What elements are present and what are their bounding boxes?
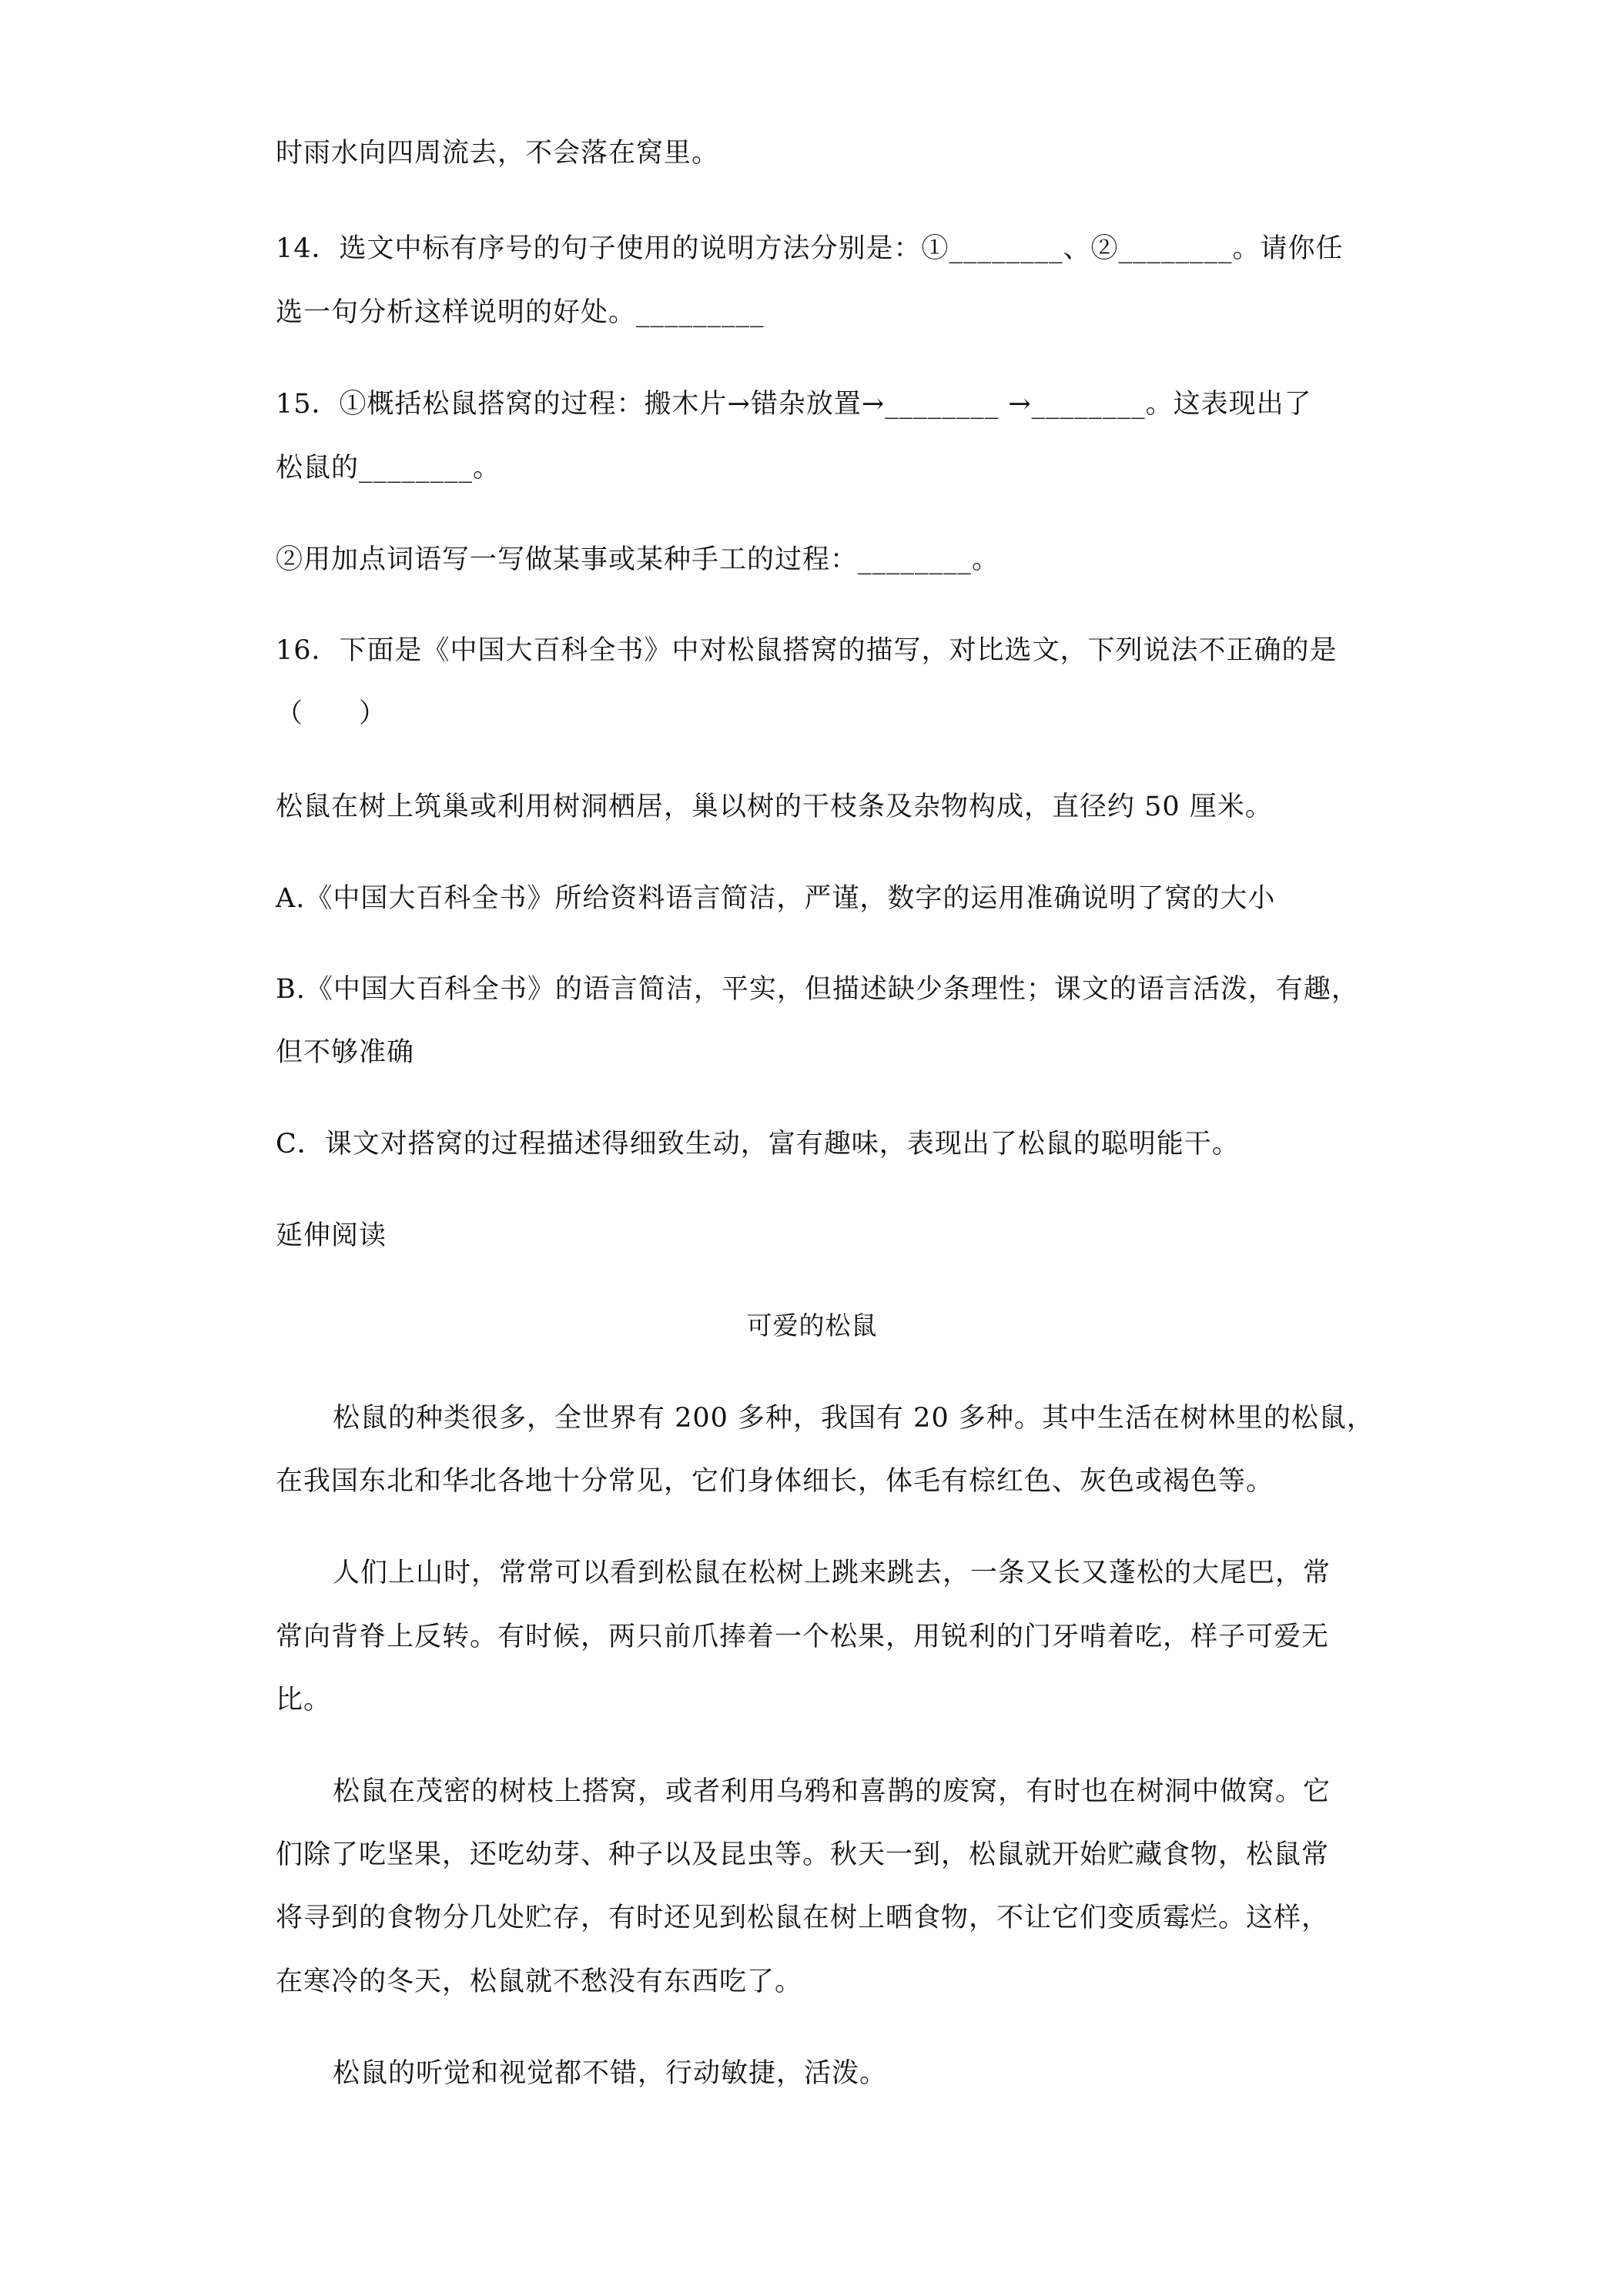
question-14-line-1: 14．选文中标有序号的句子使用的说明方法分别是：①________、②________。请你任 [276, 233, 1344, 264]
paragraph-line: 时雨水向四周流去，不会落在窝里。 [276, 138, 720, 169]
article-paragraph-2-line-3: 比。 [276, 1685, 332, 1715]
article-paragraph-3-line-2: 们除了吃坚果，还吃幼芽、种子以及昆虫等。秋天一到，松鼠就开始贮藏食物，松鼠常 [276, 1839, 1330, 1870]
article-paragraph-2-line-1: 人们上山时，常常可以看到松鼠在松树上跳来跳去，一条又长又蓬松的大尾巴，常 [333, 1558, 1331, 1588]
option-b-line-2: 但不够准确 [276, 1037, 415, 1068]
option-b-line-1: B.《中国大百科全书》的语言简洁，平实，但描述缺少条理性；课文的语言活泼，有趣， [276, 974, 1359, 1005]
article-paragraph-3-line-3: 将寻到的食物分几处贮存，有时还见到松鼠在树上晒食物，不让它们变质霉烂。这样， [276, 1903, 1330, 1933]
article-paragraph-1-line-1: 松鼠的种类很多，全世界有 200 多种，我国有 20 多种。其中生活在树林里的松鼠， [333, 1403, 1375, 1434]
article-paragraph-3-line-4: 在寒冷的冬天，松鼠就不愁没有东西吃了。 [276, 1966, 803, 1997]
option-c: C．课文对搭窝的过程描述得细致生动，富有趣味，表现出了松鼠的聪明能干。 [276, 1129, 1240, 1160]
article-title: 可爱的松鼠 [746, 1310, 878, 1340]
article-paragraph-4: 松鼠的听觉和视觉都不错，行动敏捷，活泼。 [333, 2058, 888, 2089]
encyclopedia-quote: 松鼠在树上筑巢或利用树洞栖居，巢以树的干枝条及杂物构成，直径约 50 厘米。 [276, 792, 1273, 822]
question-15-line-1: 15．①概括松鼠搭窝的过程：搬木片→错杂放置→________ →________。这表现出了 [276, 389, 1312, 420]
question-15-line-2: 松鼠的________。 [276, 453, 501, 484]
section-heading: 延伸阅读 [276, 1220, 387, 1251]
article-paragraph-1-line-2: 在我国东北和华北各地十分常见，它们身体细长，体毛有棕红色、灰色或褐色等。 [276, 1466, 1274, 1497]
question-15-part-2: ②用加点词语写一写做某事或某种手工的过程：________。 [276, 544, 1000, 575]
article-paragraph-3-line-1: 松鼠在茂密的树枝上搭窝，或者利用乌鸦和喜鹊的废窝，有时也在树洞中做窝。它 [333, 1776, 1331, 1807]
option-a: A.《中国大百科全书》所给资料语言简洁，严谨，数字的运用准确说明了窝的大小 [276, 883, 1276, 914]
question-16-line-1: 16．下面是《中国大百科全书》中对松鼠搭窝的描写，对比选文，下列说法不正确的是 [276, 635, 1338, 666]
question-16-answer-bracket: （ ） [276, 698, 387, 729]
question-14-line-2: 选一句分析这样说明的好处。_________ [276, 297, 765, 328]
article-paragraph-2-line-2: 常向背脊上反转。有时候，两只前爪捧着一个松果，用锐利的门牙啃着吃，样子可爱无 [276, 1622, 1330, 1652]
